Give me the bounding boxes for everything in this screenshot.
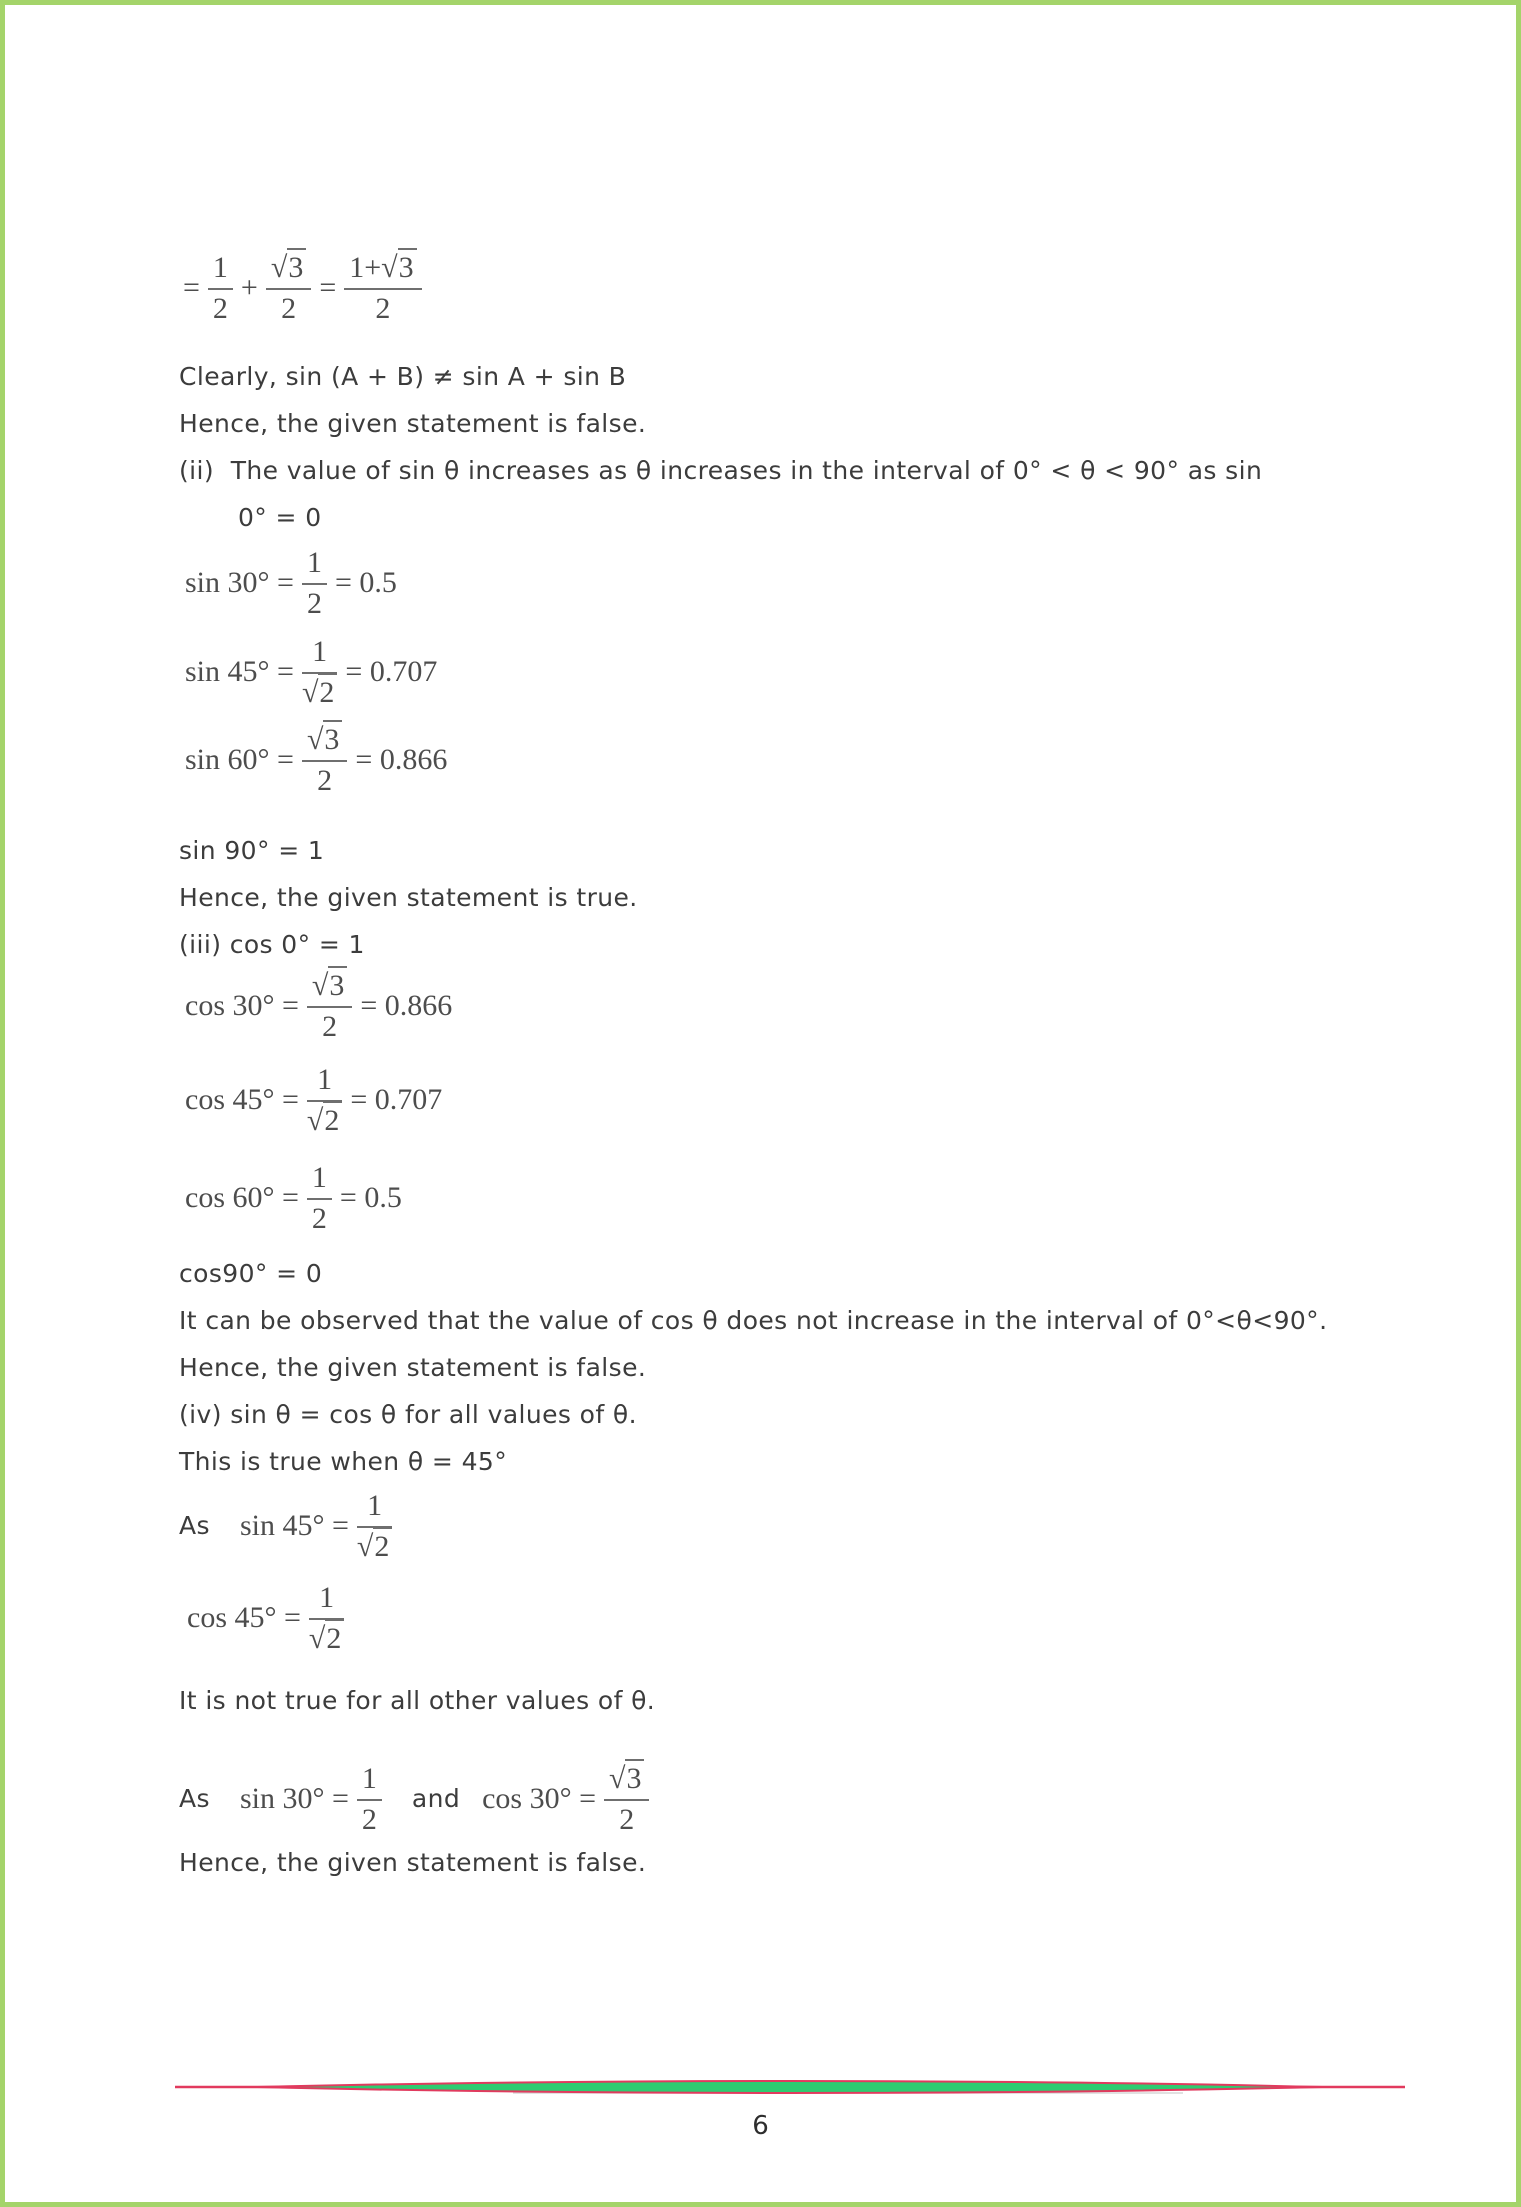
text-line-hence-false-3: Hence, the given statement is false. (179, 1848, 647, 1877)
sin60-result: = 0.866 (355, 742, 448, 776)
text-line-iv-statement: (iv) sin θ = cos θ for all values of θ. (179, 1400, 637, 1429)
cos30b-lhs: cos 30° = (482, 1781, 597, 1815)
and-label: and (411, 1784, 461, 1813)
text-line-hence-false-1: Hence, the given statement is false. (179, 409, 647, 438)
cos45b-lhs: cos 45° = (187, 1600, 301, 1634)
fraction-root3-over-2: $\frac{√3}{2}$ (604, 1762, 649, 1835)
text-line-zero-equals-zero: 0° = 0 (238, 503, 322, 532)
math-line-sum-result (183, 251, 430, 324)
equals-sign: = (319, 270, 337, 304)
sin45-lhs: sin 45° = (185, 654, 294, 688)
sqrt-3: √3 (312, 966, 347, 1002)
separator-green-lens (258, 2081, 1322, 2093)
as-label: As (179, 1784, 210, 1813)
fraction-root3-over-2: $\frac{√3}{2}$ (302, 723, 347, 796)
sin30-result: = 0.5 (334, 565, 397, 599)
page-number: 6 (752, 2111, 769, 2141)
fraction-one-half: $\frac{1}{2}$ (307, 1161, 332, 1234)
plus-sign: + (240, 270, 258, 304)
text-line-clearly: Clearly, sin (A + B) ≠ sin A + sin B (179, 362, 627, 391)
sqrt-2: √2 (357, 1527, 392, 1563)
fraction-root3-over-2: $\frac{√3}{2}$ (307, 969, 352, 1042)
math-line-cos45 (185, 1063, 442, 1136)
cos30-lhs: cos 30° = (185, 988, 299, 1022)
sqrt-3: √3 (381, 248, 416, 284)
sqrt-2: √2 (302, 673, 337, 709)
text-line-cos90: cos90° = 0 (179, 1259, 323, 1288)
sin30b-lhs: sin 30° = (239, 1781, 349, 1815)
fraction-1-over-root2: $\frac{1}{√2}$ (307, 1063, 342, 1136)
math-line-cos60 (185, 1161, 402, 1234)
math-line-sin30 (185, 546, 397, 619)
text-line-this-true: This is true when θ = 45° (179, 1447, 508, 1476)
text-line-sin90: sin 90° = 1 (179, 836, 325, 865)
fraction-1-plus-root3-over-2: $\frac{1+√3}{2}$ (344, 251, 421, 324)
fraction-1-over-root2: $\frac{1}{√2}$ (302, 635, 337, 708)
math-line-cos30 (185, 969, 452, 1042)
sqrt-3: √3 (271, 248, 306, 284)
text-line-not-true: It is not true for all other values of θ. (179, 1686, 656, 1715)
text-line-ii-statement: (ii) The value of sin θ increases as θ increases in the interval of 0° < θ < 90° as sin (179, 456, 1263, 485)
as-label: As (179, 1511, 210, 1540)
sin60-lhs: sin 60° = (185, 742, 294, 776)
text-line-hence-true: Hence, the given statement is true. (179, 883, 638, 912)
math-line-sin45 (185, 635, 437, 708)
fraction-1-over-root2: $\frac{1}{√2}$ (309, 1581, 344, 1654)
sqrt-3: √3 (307, 720, 342, 756)
math-line-as-sin45 (179, 1489, 400, 1562)
math-line-sin60 (185, 723, 447, 796)
sin30-lhs: sin 30° = (185, 565, 294, 599)
sqrt-2: √2 (307, 1101, 342, 1137)
cos45-result: = 0.707 (350, 1082, 443, 1116)
equals-sign: = (183, 270, 200, 304)
fraction-1-over-root2: $\frac{1}{√2}$ (357, 1489, 392, 1562)
footer-separator-flourish (173, 2076, 1407, 2100)
sqrt-2: √2 (309, 1619, 344, 1655)
fraction-one-half: $\frac{1}{2}$ (302, 546, 327, 619)
fraction-root3-over-2: $\frac{√3}{2}$ (266, 251, 311, 324)
sin45b-lhs: sin 45° = (239, 1508, 349, 1542)
text-line-hence-false-2: Hence, the given statement is false. (179, 1353, 647, 1382)
cos30-result: = 0.866 (360, 988, 453, 1022)
sin45-result: = 0.707 (345, 654, 438, 688)
math-line-cos45b (187, 1581, 352, 1654)
sqrt-3: √3 (609, 1759, 644, 1795)
cos60-lhs: cos 60° = (185, 1180, 299, 1214)
numerator-prefix: 1+ (349, 251, 382, 284)
cos60-result: = 0.5 (339, 1180, 402, 1214)
text-line-observed: It can be observed that the value of cos θ does not increase in the interval of 0°<θ<90°. (179, 1306, 1328, 1335)
math-line-as-sin30-cos30 (179, 1762, 657, 1835)
fraction-one-half: $\frac{1}{2}$ (208, 251, 233, 324)
fraction-one-half: $\frac{1}{2}$ (357, 1762, 382, 1835)
text-line-iii-statement: (iii) cos 0° = 1 (179, 930, 365, 959)
cos45-lhs: cos 45° = (185, 1082, 299, 1116)
